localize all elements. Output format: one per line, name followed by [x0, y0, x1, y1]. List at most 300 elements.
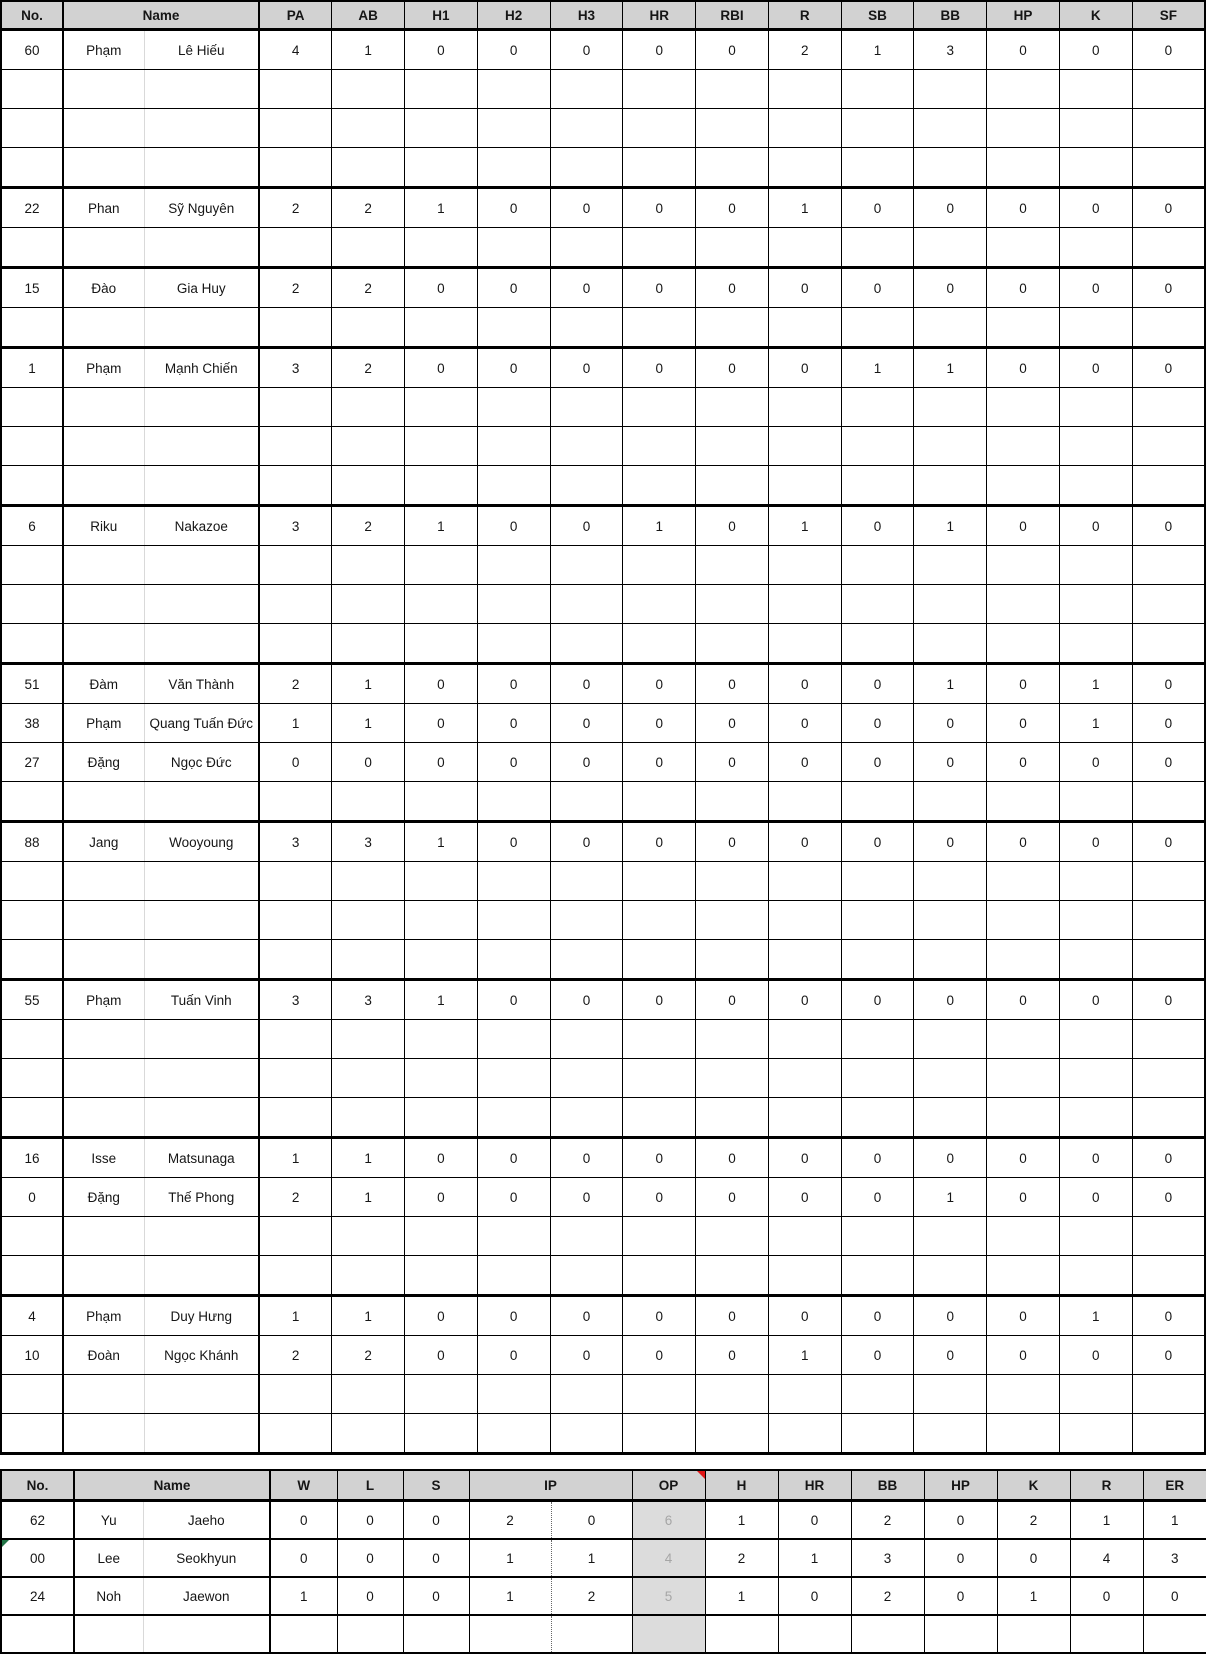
stat-cell[interactable]: 0 — [914, 1336, 987, 1375]
stat-cell[interactable] — [550, 308, 623, 348]
given-name-cell[interactable] — [144, 70, 259, 109]
stat-cell[interactable]: 0 — [841, 268, 914, 308]
stat-cell[interactable] — [987, 466, 1060, 506]
stat-cell[interactable]: 0 — [405, 704, 478, 743]
stat-cell[interactable]: 0 — [337, 1577, 403, 1615]
stat-cell[interactable] — [696, 901, 769, 940]
stat-cell[interactable] — [1059, 308, 1132, 348]
stat-cell[interactable]: 0 — [270, 1539, 337, 1577]
stat-cell[interactable] — [1132, 70, 1205, 109]
stat-cell[interactable]: 0 — [623, 1138, 696, 1178]
stat-cell[interactable] — [841, 1020, 914, 1059]
stat-cell[interactable]: 0 — [696, 188, 769, 228]
stat-cell[interactable] — [259, 1414, 332, 1454]
stat-cell[interactable] — [270, 1615, 337, 1653]
stat-cell[interactable] — [550, 901, 623, 940]
stat-cell[interactable]: 2 — [705, 1539, 778, 1577]
stat-cell[interactable] — [332, 388, 405, 427]
stat-cell[interactable] — [405, 308, 478, 348]
stat-cell[interactable] — [623, 624, 696, 664]
surname-cell[interactable]: Phạm — [63, 1296, 144, 1336]
stat-cell[interactable]: 0 — [696, 1138, 769, 1178]
given-name-cell[interactable] — [144, 782, 259, 822]
stat-cell[interactable] — [259, 940, 332, 980]
stat-cell[interactable] — [259, 1375, 332, 1414]
stat-cell[interactable] — [403, 1615, 469, 1653]
column-header-hp[interactable]: HP — [987, 1, 1060, 30]
ip-out-cell[interactable]: 1 — [469, 1577, 551, 1615]
surname-cell[interactable]: Yu — [74, 1501, 143, 1540]
stat-cell[interactable]: 0 — [550, 348, 623, 388]
stat-cell[interactable] — [987, 388, 1060, 427]
stat-cell[interactable]: 1 — [405, 980, 478, 1020]
stat-cell[interactable] — [987, 148, 1060, 188]
stat-cell[interactable]: 0 — [1059, 506, 1132, 546]
stat-cell[interactable] — [405, 70, 478, 109]
no-cell[interactable] — [1, 546, 63, 585]
stat-cell[interactable] — [259, 148, 332, 188]
stat-cell[interactable] — [1059, 940, 1132, 980]
stat-cell[interactable]: 0 — [1059, 822, 1132, 862]
stat-cell[interactable]: 1 — [778, 1539, 851, 1577]
stat-cell[interactable]: 0 — [259, 743, 332, 782]
stat-cell[interactable]: 0 — [696, 822, 769, 862]
given-name-cell[interactable]: Thế Phong — [144, 1178, 259, 1217]
stat-cell[interactable] — [259, 585, 332, 624]
stat-cell[interactable] — [841, 308, 914, 348]
stat-cell[interactable]: 2 — [259, 188, 332, 228]
stat-cell[interactable] — [332, 1256, 405, 1296]
given-name-cell[interactable]: Nakazoe — [144, 506, 259, 546]
stat-cell[interactable] — [623, 109, 696, 148]
given-name-cell[interactable] — [144, 1217, 259, 1256]
column-header-sb[interactable]: SB — [841, 1, 914, 30]
stat-cell[interactable]: 0 — [623, 188, 696, 228]
stat-cell[interactable]: 1 — [914, 348, 987, 388]
stat-cell[interactable]: 0 — [332, 743, 405, 782]
stat-cell[interactable]: 0 — [696, 1178, 769, 1217]
stat-cell[interactable] — [332, 148, 405, 188]
stat-cell[interactable] — [987, 1414, 1060, 1454]
stat-cell[interactable] — [405, 109, 478, 148]
stat-cell[interactable] — [924, 1615, 997, 1653]
stat-cell[interactable]: 0 — [696, 1336, 769, 1375]
no-cell[interactable] — [1, 585, 63, 624]
stat-cell[interactable] — [477, 901, 550, 940]
stat-cell[interactable] — [696, 940, 769, 980]
stat-cell[interactable]: 0 — [768, 664, 841, 704]
no-cell[interactable] — [1, 1615, 74, 1653]
stat-cell[interactable] — [696, 427, 769, 466]
stat-cell[interactable]: 1 — [1143, 1501, 1206, 1540]
stat-cell[interactable] — [623, 1217, 696, 1256]
stat-cell[interactable]: 0 — [477, 506, 550, 546]
op-cell[interactable]: 6 — [632, 1501, 705, 1540]
given-name-cell[interactable] — [144, 546, 259, 585]
stat-cell[interactable] — [768, 427, 841, 466]
ip-frac-cell[interactable]: 2 — [551, 1577, 632, 1615]
stat-cell[interactable] — [768, 1059, 841, 1098]
stat-cell[interactable] — [550, 940, 623, 980]
stat-cell[interactable] — [623, 388, 696, 427]
stat-cell[interactable] — [405, 466, 478, 506]
surname-cell[interactable] — [63, 1020, 144, 1059]
stat-cell[interactable]: 3 — [259, 980, 332, 1020]
stat-cell[interactable]: 0 — [987, 980, 1060, 1020]
stat-cell[interactable]: 0 — [987, 664, 1060, 704]
stat-cell[interactable] — [477, 1217, 550, 1256]
column-header-s[interactable]: S — [403, 1470, 469, 1501]
given-name-cell[interactable]: Gia Huy — [144, 268, 259, 308]
surname-cell[interactable] — [63, 624, 144, 664]
no-cell[interactable]: 15 — [1, 268, 63, 308]
stat-cell[interactable] — [841, 940, 914, 980]
stat-cell[interactable] — [405, 1020, 478, 1059]
stat-cell[interactable] — [405, 148, 478, 188]
stat-cell[interactable] — [987, 308, 1060, 348]
stat-cell[interactable] — [623, 1059, 696, 1098]
stat-cell[interactable]: 0 — [768, 348, 841, 388]
stat-cell[interactable] — [841, 862, 914, 901]
ip-out-cell[interactable]: 1 — [469, 1539, 551, 1577]
stat-cell[interactable]: 0 — [987, 268, 1060, 308]
stat-cell[interactable]: 0 — [270, 1501, 337, 1540]
no-cell[interactable] — [1, 1020, 63, 1059]
stat-cell[interactable] — [477, 1059, 550, 1098]
stat-cell[interactable] — [623, 1414, 696, 1454]
stat-cell[interactable]: 0 — [1070, 1577, 1143, 1615]
surname-cell[interactable] — [63, 1375, 144, 1414]
stat-cell[interactable]: 0 — [477, 664, 550, 704]
stat-cell[interactable] — [768, 546, 841, 585]
stat-cell[interactable] — [1059, 466, 1132, 506]
no-cell[interactable] — [1, 109, 63, 148]
stat-cell[interactable] — [841, 1217, 914, 1256]
no-cell[interactable]: 10 — [1, 1336, 63, 1375]
surname-cell[interactable]: Phạm — [63, 704, 144, 743]
no-cell[interactable]: 16 — [1, 1138, 63, 1178]
stat-cell[interactable] — [477, 1414, 550, 1454]
stat-cell[interactable]: 0 — [1059, 348, 1132, 388]
stat-cell[interactable] — [477, 466, 550, 506]
stat-cell[interactable]: 0 — [1132, 1336, 1205, 1375]
stat-cell[interactable]: 0 — [405, 1138, 478, 1178]
stat-cell[interactable] — [768, 862, 841, 901]
stat-cell[interactable] — [332, 585, 405, 624]
stat-cell[interactable] — [841, 148, 914, 188]
stat-cell[interactable]: 0 — [841, 664, 914, 704]
stat-cell[interactable] — [332, 940, 405, 980]
stat-cell[interactable] — [623, 427, 696, 466]
given-name-cell[interactable] — [144, 1020, 259, 1059]
stat-cell[interactable] — [1059, 70, 1132, 109]
given-name-cell[interactable]: Văn Thành — [144, 664, 259, 704]
stat-cell[interactable] — [477, 70, 550, 109]
stat-cell[interactable]: 1 — [997, 1577, 1070, 1615]
stat-cell[interactable] — [768, 1217, 841, 1256]
stat-cell[interactable]: 0 — [696, 1296, 769, 1336]
stat-cell[interactable] — [477, 862, 550, 901]
stat-cell[interactable] — [1132, 308, 1205, 348]
stat-cell[interactable] — [914, 782, 987, 822]
stat-cell[interactable] — [1132, 901, 1205, 940]
stat-cell[interactable] — [550, 148, 623, 188]
surname-cell[interactable]: Lee — [74, 1539, 143, 1577]
stat-cell[interactable]: 0 — [1132, 980, 1205, 1020]
stat-cell[interactable]: 1 — [623, 506, 696, 546]
stat-cell[interactable]: 1 — [1070, 1501, 1143, 1540]
stat-cell[interactable] — [696, 1098, 769, 1138]
stat-cell[interactable]: 0 — [987, 822, 1060, 862]
given-name-cell[interactable]: Matsunaga — [144, 1138, 259, 1178]
stat-cell[interactable] — [696, 228, 769, 268]
stat-cell[interactable] — [1059, 585, 1132, 624]
stat-cell[interactable]: 0 — [623, 822, 696, 862]
given-name-cell[interactable] — [144, 940, 259, 980]
stat-cell[interactable]: 0 — [696, 980, 769, 1020]
stat-cell[interactable] — [550, 585, 623, 624]
stat-cell[interactable] — [550, 70, 623, 109]
stat-cell[interactable]: 0 — [1132, 1178, 1205, 1217]
stat-cell[interactable] — [332, 546, 405, 585]
stat-cell[interactable] — [623, 940, 696, 980]
op-cell[interactable]: 5 — [632, 1577, 705, 1615]
surname-cell[interactable]: Noh — [74, 1577, 143, 1615]
stat-cell[interactable]: 0 — [696, 268, 769, 308]
stat-cell[interactable] — [914, 1059, 987, 1098]
surname-cell[interactable] — [63, 940, 144, 980]
stat-cell[interactable] — [987, 70, 1060, 109]
stat-cell[interactable]: 0 — [1132, 1296, 1205, 1336]
stat-cell[interactable]: 0 — [768, 1296, 841, 1336]
stat-cell[interactable] — [477, 940, 550, 980]
column-header-k[interactable]: K — [997, 1470, 1070, 1501]
stat-cell[interactable]: 1 — [332, 664, 405, 704]
stat-cell[interactable] — [550, 427, 623, 466]
no-cell[interactable]: 4 — [1, 1296, 63, 1336]
stat-cell[interactable] — [332, 1217, 405, 1256]
stat-cell[interactable]: 0 — [768, 743, 841, 782]
stat-cell[interactable] — [768, 109, 841, 148]
given-name-cell[interactable]: Tuấn Vinh — [144, 980, 259, 1020]
stat-cell[interactable] — [768, 782, 841, 822]
stat-cell[interactable] — [259, 901, 332, 940]
stat-cell[interactable]: 0 — [997, 1539, 1070, 1577]
surname-cell[interactable]: Đoàn — [63, 1336, 144, 1375]
stat-cell[interactable] — [914, 1098, 987, 1138]
stat-cell[interactable]: 0 — [477, 188, 550, 228]
stat-cell[interactable] — [851, 1615, 924, 1653]
stat-cell[interactable] — [841, 70, 914, 109]
stat-cell[interactable]: 1 — [405, 188, 478, 228]
stat-cell[interactable]: 0 — [914, 822, 987, 862]
surname-cell[interactable] — [63, 782, 144, 822]
stat-cell[interactable] — [1059, 862, 1132, 901]
no-cell[interactable] — [1, 388, 63, 427]
stat-cell[interactable]: 0 — [623, 1296, 696, 1336]
no-cell[interactable]: 22 — [1, 188, 63, 228]
stat-cell[interactable] — [405, 546, 478, 585]
stat-cell[interactable]: 0 — [768, 704, 841, 743]
stat-cell[interactable] — [768, 148, 841, 188]
stat-cell[interactable] — [332, 427, 405, 466]
stat-cell[interactable]: 0 — [550, 188, 623, 228]
stat-cell[interactable] — [332, 901, 405, 940]
stat-cell[interactable]: 0 — [1143, 1577, 1206, 1615]
stat-cell[interactable]: 1 — [768, 506, 841, 546]
stat-cell[interactable]: 1 — [1059, 1296, 1132, 1336]
stat-cell[interactable] — [623, 466, 696, 506]
no-cell[interactable] — [1, 1059, 63, 1098]
given-name-cell[interactable]: Quang Tuấn Đức — [144, 704, 259, 743]
no-cell[interactable] — [1, 228, 63, 268]
stat-cell[interactable]: 0 — [1132, 268, 1205, 308]
stat-cell[interactable] — [696, 308, 769, 348]
column-header-h1[interactable]: H1 — [405, 1, 478, 30]
no-cell[interactable] — [1, 1256, 63, 1296]
surname-cell[interactable]: Đào — [63, 268, 144, 308]
stat-cell[interactable] — [550, 466, 623, 506]
stat-cell[interactable] — [997, 1615, 1070, 1653]
given-name-cell[interactable]: Mạnh Chiến — [144, 348, 259, 388]
stat-cell[interactable]: 0 — [550, 1138, 623, 1178]
stat-cell[interactable] — [841, 1375, 914, 1414]
stat-cell[interactable] — [623, 1256, 696, 1296]
stat-cell[interactable] — [841, 901, 914, 940]
stat-cell[interactable] — [405, 1098, 478, 1138]
stat-cell[interactable]: 1 — [768, 1336, 841, 1375]
stat-cell[interactable]: 0 — [914, 704, 987, 743]
stat-cell[interactable]: 2 — [332, 1336, 405, 1375]
stat-cell[interactable] — [914, 585, 987, 624]
stat-cell[interactable] — [550, 228, 623, 268]
stat-cell[interactable]: 1 — [332, 1296, 405, 1336]
stat-cell[interactable]: 0 — [1059, 980, 1132, 1020]
stat-cell[interactable]: 0 — [987, 704, 1060, 743]
stat-cell[interactable]: 0 — [987, 1138, 1060, 1178]
stat-cell[interactable]: 0 — [1132, 30, 1205, 70]
stat-cell[interactable] — [1132, 1217, 1205, 1256]
stat-cell[interactable]: 0 — [477, 348, 550, 388]
stat-cell[interactable]: 0 — [987, 30, 1060, 70]
stat-cell[interactable] — [259, 782, 332, 822]
stat-cell[interactable] — [332, 1098, 405, 1138]
stat-cell[interactable] — [332, 1059, 405, 1098]
op-cell[interactable] — [632, 1615, 705, 1653]
stat-cell[interactable]: 0 — [987, 1336, 1060, 1375]
stat-cell[interactable] — [768, 1375, 841, 1414]
surname-cell[interactable]: Phan — [63, 188, 144, 228]
column-header-bb[interactable]: BB — [851, 1470, 924, 1501]
stat-cell[interactable] — [987, 624, 1060, 664]
stat-cell[interactable] — [987, 585, 1060, 624]
stat-cell[interactable]: 2 — [997, 1501, 1070, 1540]
stat-cell[interactable] — [696, 109, 769, 148]
stat-cell[interactable] — [914, 1020, 987, 1059]
stat-cell[interactable] — [841, 466, 914, 506]
stat-cell[interactable] — [259, 1059, 332, 1098]
stat-cell[interactable]: 0 — [841, 1336, 914, 1375]
stat-cell[interactable] — [841, 427, 914, 466]
given-name-cell[interactable] — [144, 427, 259, 466]
stat-cell[interactable] — [696, 624, 769, 664]
stat-cell[interactable]: 1 — [332, 30, 405, 70]
given-name-cell[interactable] — [144, 1414, 259, 1454]
stat-cell[interactable] — [259, 1098, 332, 1138]
no-cell[interactable] — [1, 1414, 63, 1454]
stat-cell[interactable] — [1059, 388, 1132, 427]
stat-cell[interactable] — [841, 585, 914, 624]
stat-cell[interactable]: 0 — [550, 704, 623, 743]
stat-cell[interactable] — [778, 1615, 851, 1653]
stat-cell[interactable] — [259, 109, 332, 148]
surname-cell[interactable] — [63, 148, 144, 188]
stat-cell[interactable]: 0 — [405, 30, 478, 70]
stat-cell[interactable]: 0 — [696, 664, 769, 704]
stat-cell[interactable]: 0 — [1132, 664, 1205, 704]
stat-cell[interactable]: 0 — [987, 1178, 1060, 1217]
stat-cell[interactable]: 1 — [259, 1296, 332, 1336]
column-header-hr[interactable]: HR — [623, 1, 696, 30]
stat-cell[interactable] — [477, 546, 550, 585]
no-cell[interactable] — [1, 862, 63, 901]
stat-cell[interactable] — [696, 1059, 769, 1098]
stat-cell[interactable]: 1 — [259, 1138, 332, 1178]
stat-cell[interactable]: 0 — [841, 980, 914, 1020]
stat-cell[interactable] — [696, 782, 769, 822]
stat-cell[interactable]: 0 — [841, 1178, 914, 1217]
stat-cell[interactable]: 0 — [1132, 348, 1205, 388]
surname-cell[interactable]: Phạm — [63, 348, 144, 388]
stat-cell[interactable] — [405, 624, 478, 664]
stat-cell[interactable] — [623, 70, 696, 109]
stat-cell[interactable] — [768, 1098, 841, 1138]
stat-cell[interactable]: 0 — [550, 822, 623, 862]
surname-cell[interactable] — [63, 1059, 144, 1098]
stat-cell[interactable]: 1 — [914, 506, 987, 546]
stat-cell[interactable] — [914, 1375, 987, 1414]
stat-cell[interactable] — [696, 148, 769, 188]
stat-cell[interactable] — [696, 1414, 769, 1454]
stat-cell[interactable] — [332, 1414, 405, 1454]
no-cell[interactable] — [1, 308, 63, 348]
stat-cell[interactable]: 0 — [550, 980, 623, 1020]
no-cell[interactable]: 27 — [1, 743, 63, 782]
no-cell[interactable] — [1, 1375, 63, 1414]
stat-cell[interactable]: 0 — [403, 1539, 469, 1577]
given-name-cell[interactable]: Seokhyun — [143, 1539, 270, 1577]
stat-cell[interactable] — [696, 388, 769, 427]
stat-cell[interactable] — [405, 1414, 478, 1454]
stat-cell[interactable]: 0 — [987, 506, 1060, 546]
stat-cell[interactable] — [841, 1414, 914, 1454]
stat-cell[interactable]: 0 — [403, 1501, 469, 1540]
surname-cell[interactable] — [63, 546, 144, 585]
stat-cell[interactable] — [1132, 546, 1205, 585]
surname-cell[interactable] — [63, 1217, 144, 1256]
stat-cell[interactable] — [914, 901, 987, 940]
stat-cell[interactable] — [914, 624, 987, 664]
stat-cell[interactable] — [405, 1059, 478, 1098]
no-cell[interactable] — [1, 624, 63, 664]
stat-cell[interactable]: 0 — [768, 1138, 841, 1178]
stat-cell[interactable] — [1132, 862, 1205, 901]
no-cell[interactable]: 1 — [1, 348, 63, 388]
stat-cell[interactable]: 0 — [1132, 506, 1205, 546]
stat-cell[interactable]: 0 — [841, 506, 914, 546]
stat-cell[interactable]: 0 — [914, 188, 987, 228]
stat-cell[interactable]: 0 — [987, 348, 1060, 388]
